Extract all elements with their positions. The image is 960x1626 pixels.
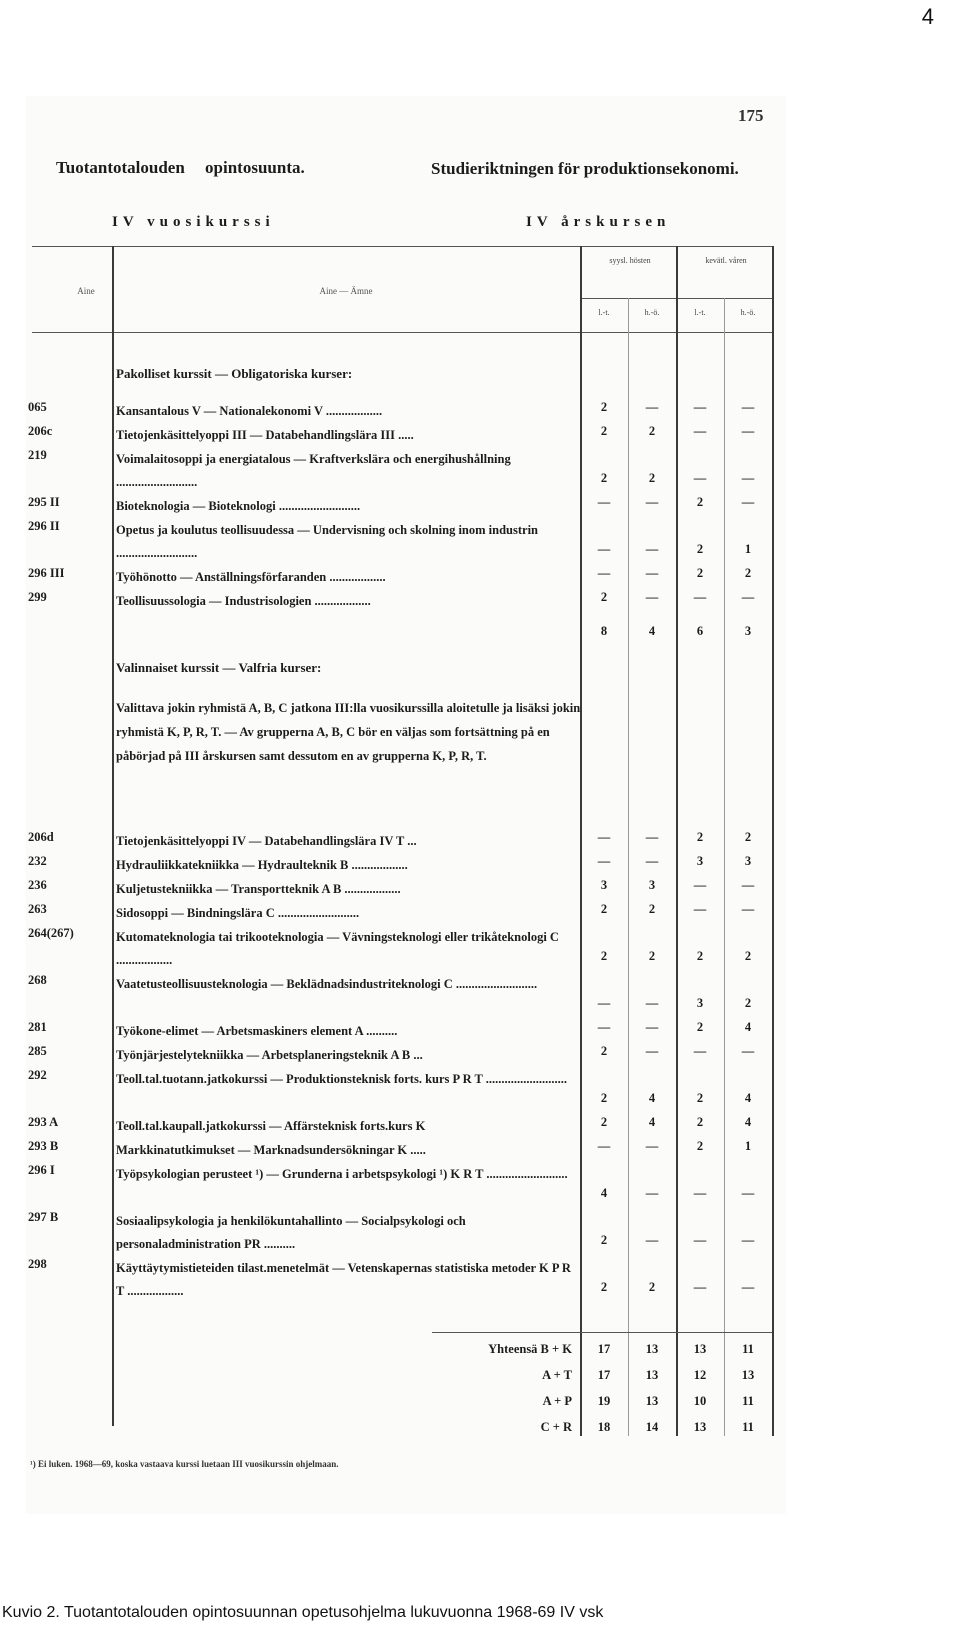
header-group-spring: kevätl. våren (705, 256, 747, 265)
course-subject: Työpsykologian perusteet ¹) — Grunderna i arbetspsykologi ¹) K R T .......................... (116, 1167, 568, 1181)
hours-cell: — (597, 495, 611, 509)
header-group-autumn: syysl. hösten (609, 256, 651, 265)
hours-cell: 4 (648, 1115, 656, 1129)
hours-cell: 2 (696, 1091, 704, 1105)
hours-cell: — (645, 1233, 659, 1247)
hours-cell: — (645, 1044, 659, 1058)
hours-cell: 12 (693, 1368, 707, 1382)
hours-cell: 2 (648, 902, 656, 916)
hours-cell: — (693, 902, 707, 916)
hours-cell: — (597, 1139, 611, 1153)
hours-cell: — (597, 996, 611, 1010)
course-subject: Vaatetusteollisuusteknologia — Beklädnadsindustriteknologi C .......................... (116, 977, 538, 991)
hours-cell: 4 (744, 1091, 752, 1105)
hours-cell: 2 (600, 1115, 608, 1129)
hours-cell: — (741, 1233, 755, 1247)
hours-cell: — (741, 400, 755, 414)
header-subject: Aine — Ämne (319, 286, 373, 296)
table-row (26, 564, 786, 587)
course-subject: Teoll.tal.tuotann.jatkokurssi — Produktionsteknisk forts. kurs P R T .......................... (116, 1072, 568, 1086)
title-finnish: Tuotantotalouden opintosuunta. (56, 158, 305, 177)
table-row (26, 900, 786, 923)
hours-cell: 2 (696, 830, 704, 844)
table-row (26, 1366, 786, 1390)
course-code: 296 III (28, 566, 65, 580)
footnote: ¹) Ei luken. 1968—69, koska vastaava kurssi luetaan III vuosikurssin ohjelmaan. (30, 1459, 339, 1469)
hours-cell: 2 (648, 424, 656, 438)
course-subject: Kuljetustekniikka — Transportteknik A B .................. (116, 882, 401, 896)
hours-cell: — (597, 830, 611, 844)
hours-cell: 4 (600, 1186, 608, 1200)
course-subject: Työkone-elimet — Arbetsmaskiners element A .......... (116, 1024, 398, 1038)
hours-cell: — (741, 495, 755, 509)
hours-cell: 2 (600, 902, 608, 916)
course-subject: Tietojenkäsittelyoppi IV — Databehandlingslära IV T ... (116, 834, 417, 848)
hours-cell: 2 (600, 1233, 608, 1247)
hours-cell: — (645, 542, 659, 556)
hours-cell: — (693, 1186, 707, 1200)
hours-cell: 10 (693, 1394, 707, 1408)
course-code: 285 (28, 1044, 47, 1058)
hours-cell: 3 (600, 878, 608, 892)
table-row (26, 1208, 786, 1254)
hours-cell: 2 (696, 542, 704, 556)
table-row (26, 924, 786, 970)
hours-cell: 11 (742, 1342, 754, 1356)
table-row (26, 1418, 786, 1442)
hours-cell: 13 (741, 1368, 755, 1382)
hours-cell: — (693, 424, 707, 438)
table-row (26, 588, 786, 611)
hours-cell: — (597, 566, 611, 580)
mandatory-total-3: 6 (696, 624, 704, 638)
optional-note: Valittava jokin ryhmistä A, B, C jatkona III:lla vuosikurssilla aloitetulle ja lisäksi jokin ryhmistä K, P, R, T. — Av grupperna A, B, C bör en väljas som fortsättning på en påbörjad på III årskursen samt dessutom en av grupperna K, P, R, T. (116, 701, 581, 763)
table-row (26, 1018, 786, 1041)
course-subject: Tietojenkäsittelyoppi III — Databehandlingslära III ..... (116, 428, 414, 442)
figure-caption: Kuvio 2. Tuotantotalouden opintosuunnan opetusohjelma lukuvuonna 1968-69 IV vsk (2, 1604, 604, 1621)
hours-cell: 2 (648, 949, 656, 963)
table-row (26, 1066, 786, 1112)
hours-cell: 13 (645, 1342, 659, 1356)
course-subject: Bioteknologia — Bioteknologi .......................... (116, 499, 361, 513)
hours-cell: 3 (696, 854, 704, 868)
course-code: 263 (28, 902, 47, 916)
hours-cell: 2 (696, 1139, 704, 1153)
hours-cell: 13 (693, 1342, 707, 1356)
year-finnish: IV vuosikurssi (112, 214, 275, 230)
title-swedish: Studieriktningen för produktionsekonomi. (431, 159, 739, 178)
hours-cell: — (645, 996, 659, 1010)
total-label: Yhteensä B + K (488, 1342, 572, 1356)
course-code: 236 (28, 878, 47, 892)
hours-cell: 3 (744, 854, 752, 868)
rule-top (32, 246, 772, 247)
hours-cell: — (741, 1044, 755, 1058)
course-subject: Kutomateknologia tai trikooteknologia — Vävningsteknologi eller trikåteknologi C .................. (116, 930, 559, 967)
header-sub-1: l.-t. (598, 308, 610, 317)
hours-cell: — (597, 854, 611, 868)
hours-cell: — (645, 566, 659, 580)
table-row (26, 876, 786, 899)
hours-cell: — (645, 590, 659, 604)
hours-cell: 2 (696, 1115, 704, 1129)
course-subject: Työnjärjestelytekniikka — Arbetsplaneringsteknik A B ... (116, 1048, 423, 1062)
rule-header-bottom (32, 332, 772, 333)
table-row (26, 852, 786, 875)
hours-cell: 14 (645, 1420, 659, 1434)
hours-cell: 2 (648, 1280, 656, 1294)
hours-cell: — (645, 400, 659, 414)
hours-cell: 17 (597, 1342, 611, 1356)
total-label: A + T (542, 1368, 572, 1382)
hours-cell: 19 (597, 1394, 611, 1408)
course-subject: Sosiaalipsykologia ja henkilökuntahallinto — Socialpsykologi och personaladministration PR .......... (116, 1214, 466, 1251)
total-label: A + P (542, 1394, 572, 1408)
hours-cell: — (693, 878, 707, 892)
table-row (26, 971, 786, 1017)
table-row (26, 422, 786, 445)
hours-cell: 2 (600, 949, 608, 963)
hours-cell: 2 (744, 830, 752, 844)
course-subject: Opetus ja koulutus teollisuudessa — Undervisning och skolning inom industrin .......................... (116, 523, 538, 560)
course-code: 219 (28, 448, 47, 462)
total-label: C + R (540, 1420, 572, 1434)
table-row (26, 1392, 786, 1416)
course-code: 268 (28, 973, 47, 987)
course-subject: Voimalaitosoppi ja energiatalous — Kraftverkslära och energihushållning .......................... (116, 452, 511, 489)
hours-cell: — (693, 1044, 707, 1058)
table-row (26, 1161, 786, 1207)
page-number: 4 (921, 4, 934, 29)
mandatory-total-4: 3 (744, 624, 752, 638)
hours-cell: 2 (600, 400, 608, 414)
course-code: 206c (28, 424, 53, 438)
hours-cell: 2 (600, 424, 608, 438)
hours-cell: — (597, 542, 611, 556)
hours-cell: 11 (742, 1420, 754, 1434)
course-code: 299 (28, 590, 47, 604)
course-code: 297 B (28, 1210, 59, 1224)
hours-cell: 1 (744, 1139, 752, 1153)
hours-cell: — (645, 830, 659, 844)
hours-cell: — (741, 471, 755, 485)
table-row (26, 493, 786, 516)
hours-cell: 11 (742, 1394, 754, 1408)
section-mandatory: Pakolliset kurssit — Obligatoriska kurser: (116, 366, 353, 381)
hours-cell: — (645, 1020, 659, 1034)
hours-cell: 3 (648, 878, 656, 892)
header-code: Aine (77, 286, 95, 296)
course-subject: Teollisuussologia — Industrisologien .................. (116, 594, 371, 608)
hours-cell: 2 (696, 949, 704, 963)
rule-totals (432, 1332, 772, 1333)
year-swedish: IV årskursen (526, 214, 671, 230)
mandatory-total-2: 4 (648, 624, 656, 638)
course-subject: Sidosoppi — Bindningslära C .......................... (116, 906, 360, 920)
table-row (26, 1113, 786, 1136)
course-code: 264(267) (28, 926, 74, 940)
hours-cell: 1 (744, 542, 752, 556)
hours-cell: 2 (600, 590, 608, 604)
hours-cell: 4 (648, 1091, 656, 1105)
course-subject: Hydrauliikkatekniikka — Hydraulteknik B .................. (116, 858, 408, 872)
hours-cell: — (741, 1280, 755, 1294)
course-subject: Työhönotto — Anställningsförfaranden .................. (116, 570, 386, 584)
table-row (26, 1137, 786, 1160)
hours-cell: 13 (645, 1394, 659, 1408)
table-row (26, 1042, 786, 1065)
hours-cell: — (645, 495, 659, 509)
hours-cell: — (645, 854, 659, 868)
scan-page-number: 175 (738, 106, 764, 125)
table-row (26, 446, 786, 492)
hours-cell: 4 (744, 1115, 752, 1129)
header-sub-4: h.-ö. (740, 308, 756, 317)
mandatory-totals-row (26, 622, 786, 646)
header-sub-2: h.-ö. (644, 308, 660, 317)
hours-cell: 2 (696, 495, 704, 509)
course-code: 232 (28, 854, 47, 868)
hours-cell: — (741, 424, 755, 438)
course-code: 296 II (28, 519, 60, 533)
hours-cell: — (741, 1186, 755, 1200)
hours-cell: 18 (597, 1420, 611, 1434)
course-subject: Markkinatutkimukset — Marknadsundersökningar K ..... (116, 1143, 426, 1157)
hours-cell: — (693, 400, 707, 414)
course-code: 293 A (28, 1115, 59, 1129)
hours-cell: — (741, 878, 755, 892)
course-code: 281 (28, 1020, 47, 1034)
hours-cell: — (741, 902, 755, 916)
table-row (26, 398, 786, 421)
hours-cell: 2 (744, 566, 752, 580)
section-optional: Valinnaiset kurssit — Valfria kurser: (116, 660, 322, 675)
table-row (26, 517, 786, 563)
course-subject: Teoll.tal.kaupall.jatkokurssi — Affärsteknisk forts.kurs K (116, 1119, 426, 1133)
course-code: 298 (28, 1257, 47, 1271)
course-code: 296 I (28, 1163, 55, 1177)
hours-cell: — (693, 471, 707, 485)
hours-cell: — (693, 1280, 707, 1294)
hours-cell: — (645, 1139, 659, 1153)
course-code: 065 (28, 400, 47, 414)
hours-cell: 3 (696, 996, 704, 1010)
hours-cell: 2 (744, 949, 752, 963)
scanned-page-image (26, 96, 786, 1514)
table-row (26, 1340, 786, 1364)
course-code: 206d (28, 830, 54, 844)
table-row (26, 828, 786, 851)
hours-cell: 13 (693, 1420, 707, 1434)
hours-cell: — (693, 590, 707, 604)
hours-cell: 17 (597, 1368, 611, 1382)
hours-cell: 2 (696, 1020, 704, 1034)
hours-cell: 4 (744, 1020, 752, 1034)
mandatory-total-1: 8 (600, 624, 608, 638)
hours-cell: 2 (600, 1091, 608, 1105)
header-sub-3: l.-t. (694, 308, 706, 317)
course-subject: Käyttäytymistieteiden tilast.menetelmät — Vetenskapernas statistiska metoder K P R T .................. (116, 1261, 571, 1298)
course-subject: Kansantalous V — Nationalekonomi V .................. (116, 404, 383, 418)
table-row (26, 1255, 786, 1301)
hours-cell: — (693, 1233, 707, 1247)
hours-cell: — (597, 1020, 611, 1034)
course-code: 292 (28, 1068, 47, 1082)
hours-cell: 2 (600, 471, 608, 485)
hours-cell: 13 (645, 1368, 659, 1382)
course-code: 293 B (28, 1139, 59, 1153)
hours-cell: 2 (600, 1280, 608, 1294)
course-code: 295 II (28, 495, 60, 509)
hours-cell: 2 (648, 471, 656, 485)
hours-cell: 2 (600, 1044, 608, 1058)
hours-cell: 2 (744, 996, 752, 1010)
hours-cell: — (741, 590, 755, 604)
hours-cell: 2 (696, 566, 704, 580)
hours-cell: — (645, 1186, 659, 1200)
